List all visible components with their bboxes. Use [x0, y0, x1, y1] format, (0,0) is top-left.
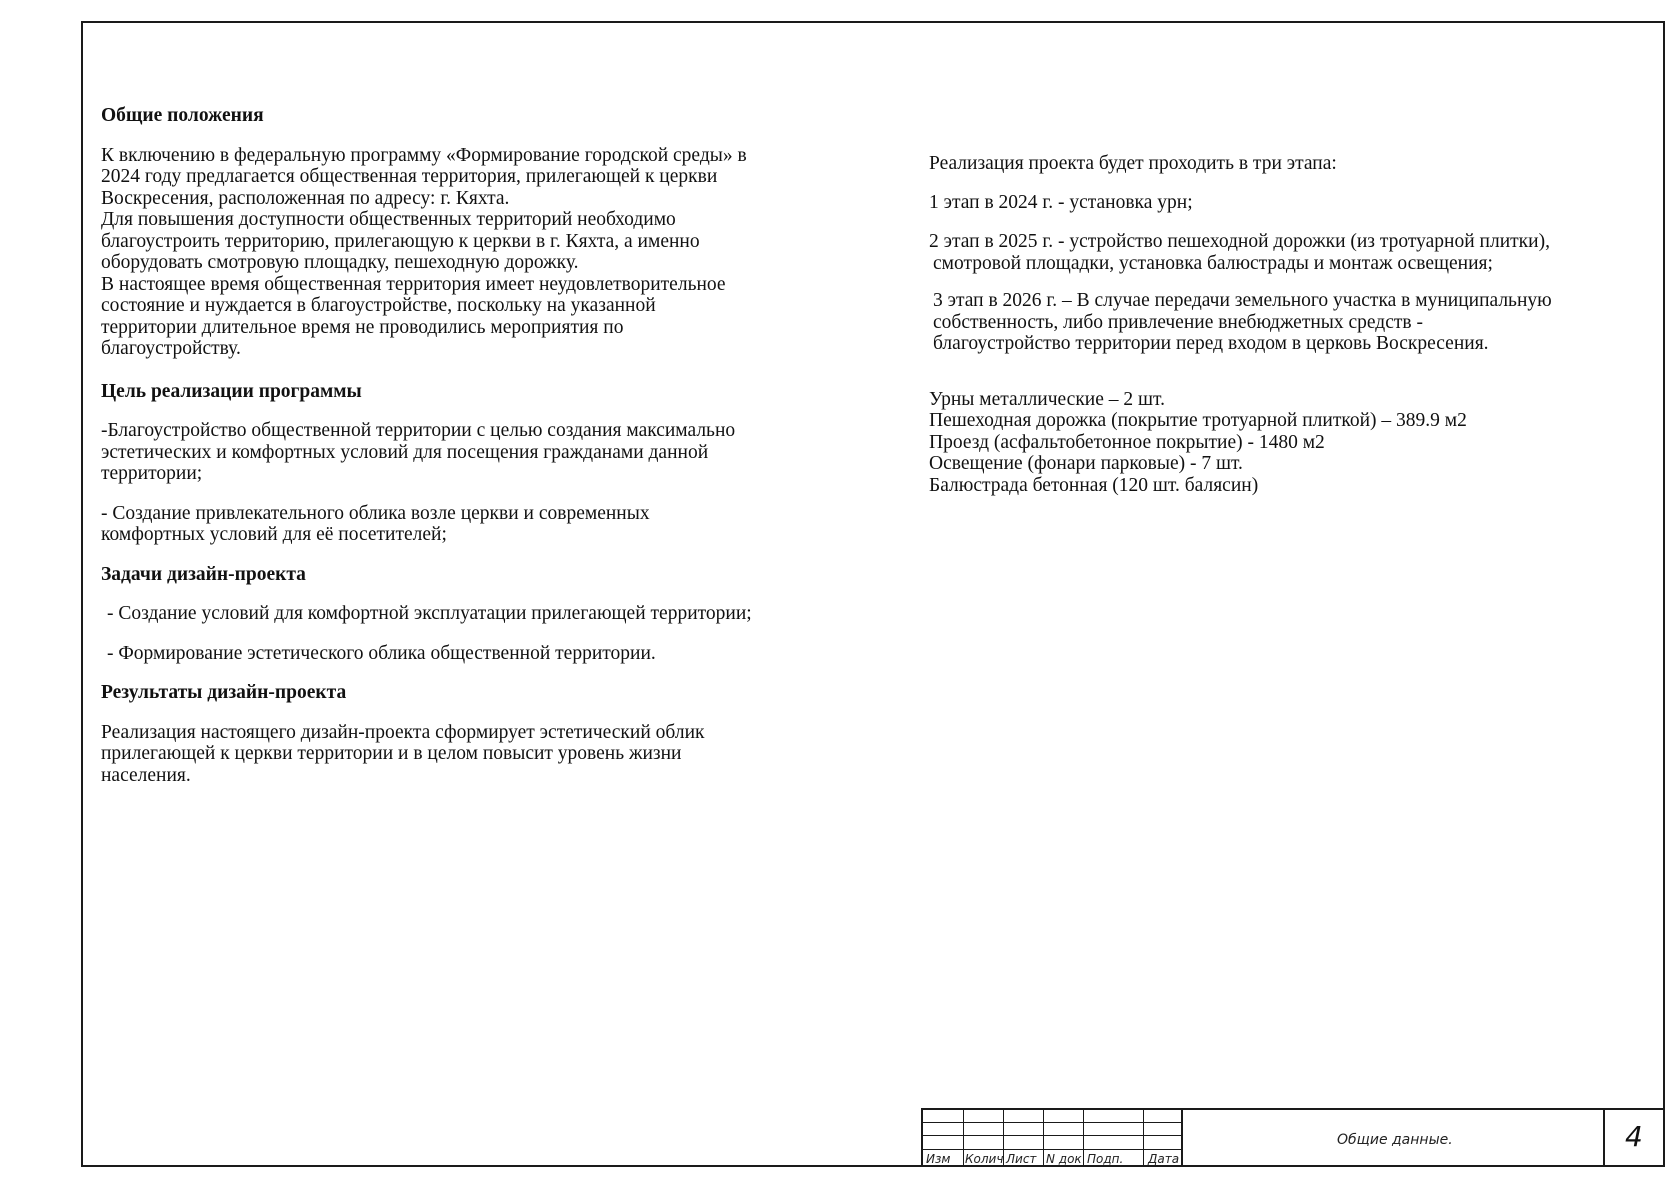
- quantity-item: Балюстрада бетонная (120 шт. балясин): [929, 474, 1259, 496]
- title-block: [921, 1108, 1665, 1167]
- general-line: благоустройству.: [101, 338, 241, 359]
- grid-col-line: [1083, 1110, 1084, 1167]
- general-line: территории длительное время не проводились мероприятия по: [101, 316, 624, 338]
- general-line: оборудовать смотровую площадку, пешеходную дорожку.: [101, 252, 579, 273]
- sheet-number-cell: [1603, 1110, 1665, 1167]
- left-column: [101, 105, 861, 786]
- quantity-item: Проезд (асфальтобетонное покрытие) - 1480 м2: [929, 431, 1325, 453]
- goal-text-1: [101, 420, 861, 485]
- grid-col-line: [963, 1110, 964, 1167]
- stage-2-line: 2 этап в 2025 г. - устройство пешеходной дорожки (из тротуарной плитки),: [929, 231, 1550, 252]
- quantity-item: Урны металлические – 2 шт.: [929, 388, 1165, 410]
- title-block-grid: [923, 1110, 1183, 1167]
- quantities-list: [929, 389, 1659, 497]
- grid-col-line: [1143, 1110, 1144, 1167]
- stage-3-line: собственность, либо привлечение внебюджетных средств -: [933, 311, 1423, 333]
- general-line: Воскресения, расположенная по адресу: г. Кяхта.: [101, 187, 510, 209]
- heading-results: Результаты дизайн-проекта: [101, 682, 347, 703]
- general-line: благоустроить территорию, прилегающую к церкви в г. Кяхта, а именно: [101, 230, 700, 252]
- label-list: Лист: [1006, 1152, 1037, 1166]
- heading-tasks: Задачи дизайн-проекта: [101, 563, 306, 585]
- stage-1: 1 этап в 2024 г. - установка урн;: [929, 191, 1193, 213]
- right-column: [929, 153, 1659, 496]
- general-line: Для повышения доступности общественных территорий необходимо: [101, 209, 676, 230]
- general-line: 2024 году предлагается общественная территория, прилегающей к церкви: [101, 166, 718, 187]
- sheet-number: 4: [1625, 1120, 1643, 1153]
- quantity-item: Пешеходная дорожка (покрытие тротуарной плиткой) – 389.9 м2: [929, 410, 1467, 431]
- stage-3: [929, 290, 1659, 355]
- heading-general: Общие положения: [101, 105, 264, 126]
- grid-col-line: [1043, 1110, 1044, 1167]
- label-n-dok: N док: [1046, 1152, 1082, 1166]
- label-data: Дата: [1148, 1152, 1180, 1166]
- label-kolich: Колич: [965, 1152, 1004, 1166]
- quantity-item: Освещение (фонари парковые) - 7 шт.: [929, 453, 1243, 474]
- stage-3-line: благоустройство территории перед входом в церковь Воскресения.: [933, 333, 1489, 354]
- goal-line: территории;: [101, 463, 203, 484]
- results-line: прилегающей к церкви территории и в целом повысит уровень жизни: [101, 743, 682, 764]
- goal-text-2: [101, 503, 861, 546]
- results-line: населения.: [101, 764, 191, 786]
- goal-line: -Благоустройство общественной территории с целью создания максимально: [101, 420, 736, 441]
- general-line: К включению в федеральную программу «Формирование городской среды» в: [101, 144, 747, 166]
- label-izm: Изм: [926, 1152, 951, 1166]
- heading-goal: Цель реализации программы: [101, 380, 362, 402]
- stage-3-line: 3 этап в 2026 г. – В случае передачи земельного участка в муниципальную: [933, 290, 1552, 311]
- sheet-title: Общие данные.: [1337, 1132, 1453, 1148]
- stage-2-line: смотровой площадки, установка балюстрады и монтаж освещения;: [933, 252, 1493, 274]
- goal-line: - Создание привлекательного облика возле церкви и современных: [101, 502, 650, 524]
- results-text: [101, 722, 861, 787]
- stages-intro: Реализация проекта будет проходить в три этапа:: [929, 153, 1337, 174]
- general-line: состояние и нуждается в благоустройстве, поскольку на указанной: [101, 295, 656, 316]
- general-line: В настоящее время общественная территория имеет неудовлетворительное: [101, 273, 726, 295]
- task-item-1: - Создание условий для комфортной эксплуатации прилегающей территории;: [107, 603, 752, 624]
- goal-line: эстетических и комфортных условий для посещения гражданами данной: [101, 441, 709, 463]
- task-item-2: - Формирование эстетического облика общественной территории.: [107, 642, 656, 664]
- general-text: [101, 145, 861, 360]
- results-line: Реализация настоящего дизайн-проекта сформирует эстетический облик: [101, 721, 705, 743]
- stage-2: [929, 231, 1659, 274]
- goal-line: комфортных условий для её посетителей;: [101, 524, 447, 545]
- label-podp: Подп.: [1087, 1152, 1124, 1166]
